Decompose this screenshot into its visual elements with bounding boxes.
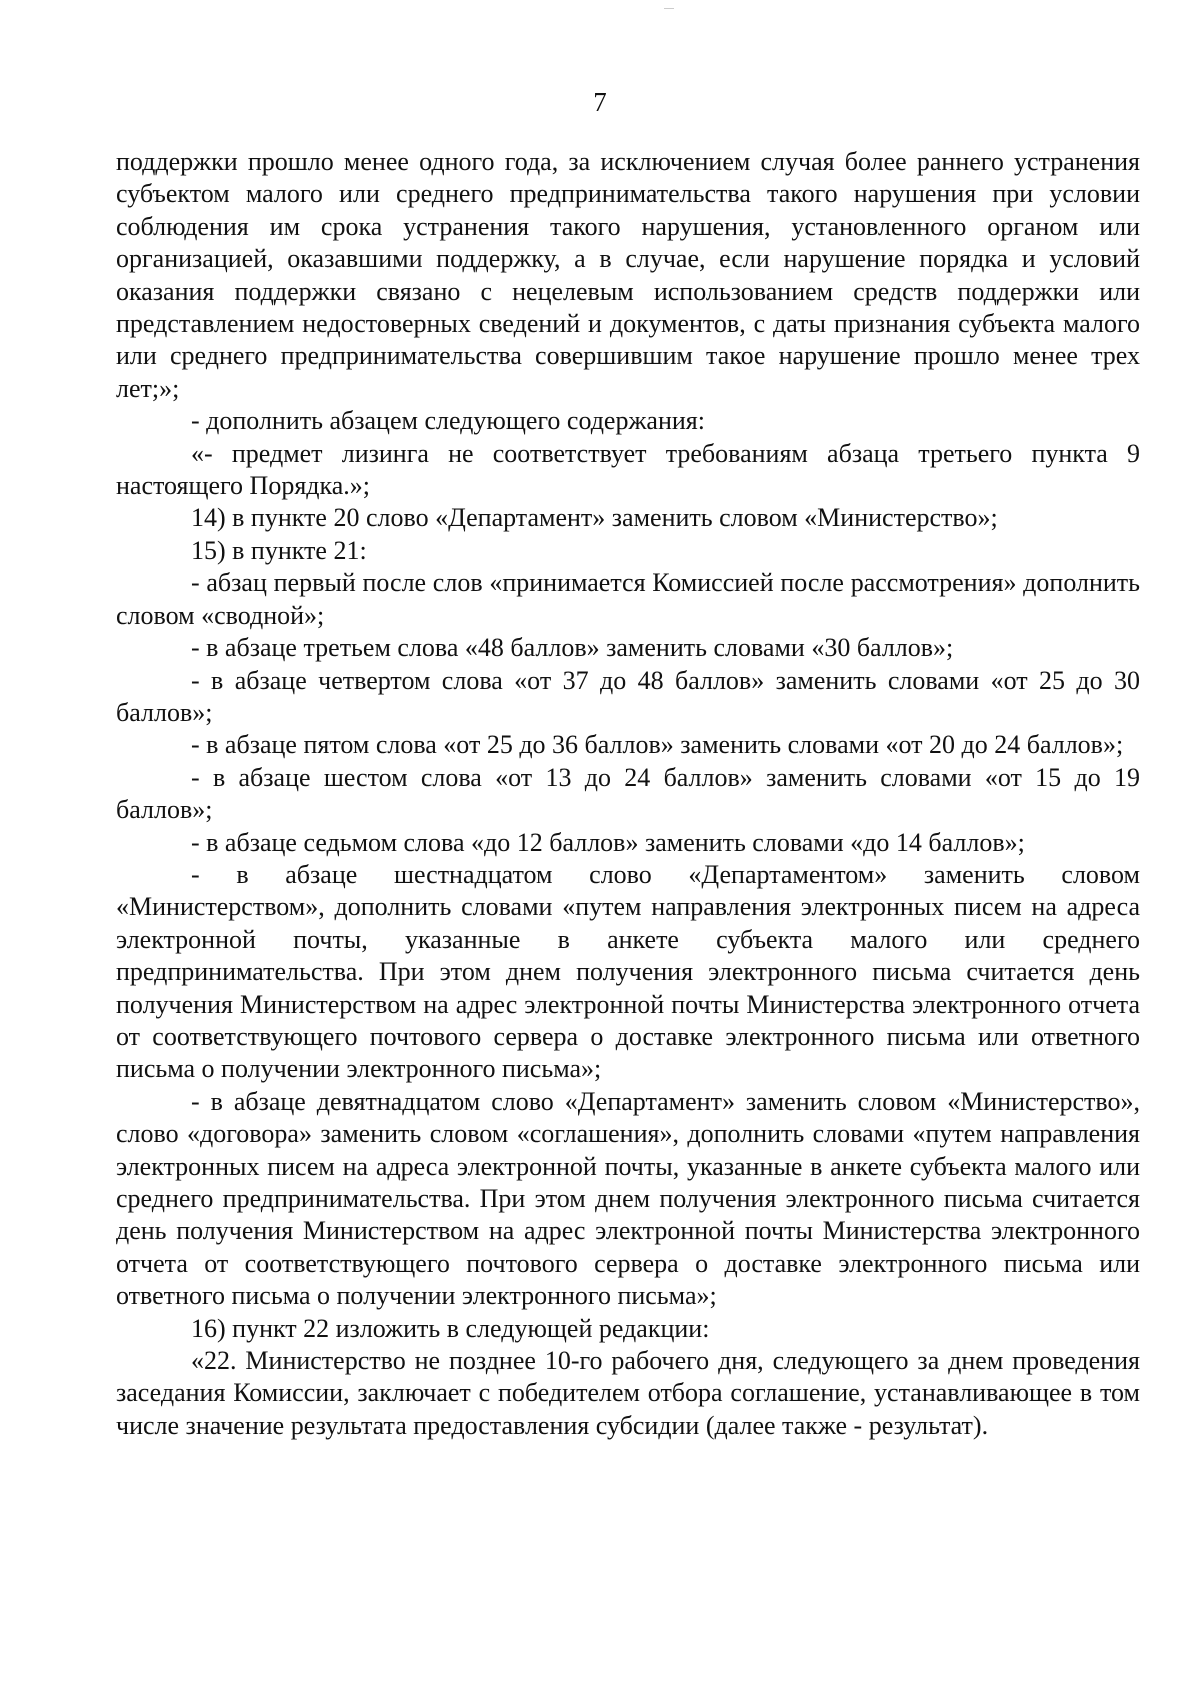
page-number: 7 <box>593 87 607 117</box>
paragraph-15: «22. Министерство не позднее 10-го рабочего дня, следующего за днем проведения заседания Комиссии, заключает с победителем отбора соглашение, устанавливающее в том числе значение результата предоставления субсидии (далее также - результат). <box>116 1346 1140 1440</box>
document-body <box>116 146 1140 1442</box>
paragraph-3: «- предмет лизинга не соответствует требованиям абзаца третьего пункта 9 настоящего Порядка.»; <box>116 438 1140 501</box>
paragraph-13: - в абзаце девятнадцатом слово «Департамент» заменить словом «Министерство», слово «договора» заменить словом «соглашения», дополнить словами «путем направления электронных писем на адреса электронной почты, указанные в анкете субъекта малого или среднего предпринимательства. При этом днем получения электронного письма считается день получения Министерством на адрес электронной почты Министерства электронного отчета от соответствующего почтового сервера о доставке электронного письма или ответного письма о получении электронного письма»; <box>116 1086 1140 1311</box>
paragraph-1: поддержки прошло менее одного года, за исключением случая более раннего устранения субъектом малого или среднего предпринимательства такого нарушения при условии соблюдения им срока устранения такого нарушения, установленного органом или организацией, оказавшими поддержку, а в случае, если нарушение порядка и условий оказания поддержки связано с нецелевым использованием средств поддержки или представлением недостоверных сведений и документов, с даты признания субъекта малого или среднего предпринимательства совершившим такое нарушение прошло менее трех лет;»; <box>116 147 1140 403</box>
paragraph-11: - в абзаце седьмом слова «до 12 баллов» заменить словами «до 14 баллов»; <box>191 827 1025 857</box>
paragraph-7: - в абзаце третьем слова «48 баллов» заменить словами «30 баллов»; <box>191 633 954 663</box>
paragraph-14: 16) пункт 22 изложить в следующей редакции: <box>191 1313 710 1343</box>
paragraph-2: - дополнить абзацем следующего содержания: <box>191 406 705 436</box>
paragraph-10: - в абзаце шестом слова «от 13 до 24 баллов» заменить словами «от 15 до 19 баллов»; <box>116 762 1140 825</box>
paragraph-4: 14) в пункте 20 слово «Департамент» заменить словом «Министерство»; <box>191 503 998 533</box>
paragraph-12: - в абзаце шестнадцатом слово «Департаментом» заменить словом «Министерством», дополнить словами «путем направления электронных писем на адреса электронной почты, указанные в анкете субъекта малого или среднего предпринимательства. При этом днем получения электронного письма считается день получения Министерством на адрес электронной почты Министерства электронного отчета от соответствующего почтового сервера о доставке электронного письма или ответного письма о получении электронного письма»; <box>116 859 1140 1084</box>
scan-mark <box>664 8 674 9</box>
paragraph-5: 15) в пункте 21: <box>191 535 367 565</box>
paragraph-6: - абзац первый после слов «принимается Комиссией после рассмотрения» дополнить словом «сводной»; <box>116 568 1140 630</box>
paragraph-8: - в абзаце четвертом слова «от 37 до 48 баллов» заменить словами «от 25 до 30 баллов»; <box>116 665 1140 727</box>
paragraph-9: - в абзаце пятом слова «от 25 до 36 баллов» заменить словами «от 20 до 24 баллов»; <box>191 730 1124 760</box>
